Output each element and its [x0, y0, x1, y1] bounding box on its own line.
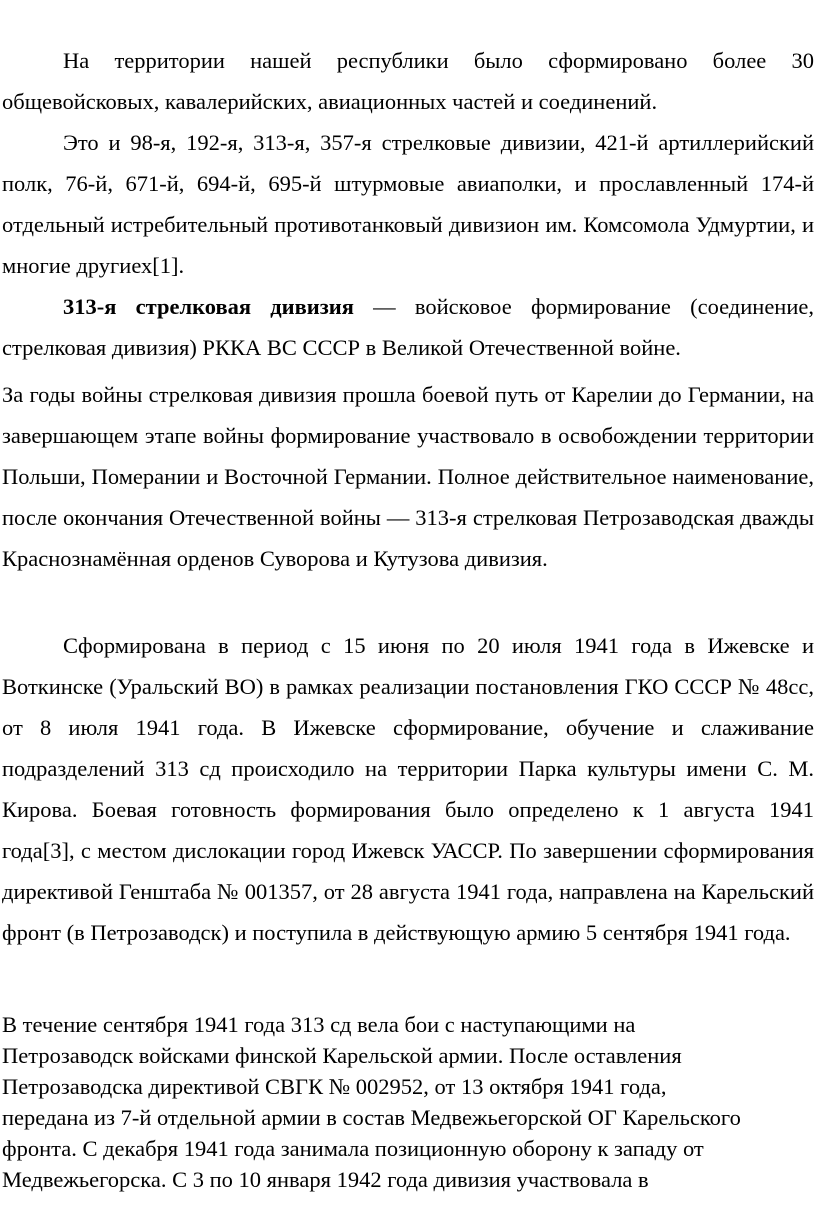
paragraph-units-list: Это и 98-я, 192-я, 313-я, 357-я стрелковые дивизии, 421-й артиллерийский полк, 76-й, 671-й, 694-й, 695-й штурмовые авиаполки, и прославленный 174-й отдельный истребительный противотанковый дивизион им. Комсомола Удмуртии, и многие другиех[1]. [2, 130, 814, 278]
paragraph-1941-battles-line-3: Петрозаводска директивой СВГК № 002952, от 13 октября 1941 года, [2, 1074, 667, 1099]
paragraph-1941-battles-line-6: Медвежьегорска. С 3 по 10 января 1942 года дивизия участвовала в [2, 1167, 649, 1192]
paragraph-formations-count: На территории нашей республики было сформировано более 30 общевойсковых, кавалерийских, авиационных частей и соединений. [2, 48, 814, 114]
paragraph-formation-history: Сформирована в период с 15 июня по 20 июля 1941 года в Ижевске и Воткинске (Уральский ВО) в рамках реализации постановления ГКО СССР № 48сс, от 8 июля 1941 года. В Ижевске сформирование, обучение и слаживание подразделений 313 сд происходило на территории Парка культуры имени С. М. Кирова. Боевая готовность формирования было определено к 1 августа 1941 года[3], с местом дислокации город Ижевск УАССР. По завершении сформирования директивой Генштаба № 001357, от 28 августа 1941 года, направлена на Карельский фронт (в Петрозаводск) и поступила в действующую армию 5 сентября 1941 года. [2, 633, 814, 945]
paragraph-1941-battles-line-5: фронта. С декабря 1941 года занимала позиционную оборону к западу от [2, 1136, 704, 1161]
paragraph-combat-path: За годы войны стрелковая дивизия прошла боевой путь от Карелии до Германии, на завершающем этапе войны формирование участвовало в освобождении территории Польши, Померании и Восточной Германии. Полное действительное наименование, после окончания Отечественной войны — 313-я стрелковая Петрозаводская дважды Краснознамённая орденов Суворова и Кутузова дивизия. [2, 382, 814, 571]
paragraph-division-definition [2, 286, 814, 368]
paragraph-1941-battles-line-2: Петрозаводск войсками финской Карельской армии. После оставления [2, 1043, 682, 1068]
division-name-bold: 313-я стрелковая дивизия [63, 294, 354, 319]
paragraph-1941-battles-line-4: передана из 7-й отдельной армии в состав Медвежьегорской ОГ Карельского [2, 1105, 741, 1130]
paragraph-1941-battles-line-1: В течение сентября 1941 года 313 сд вела бои с наступающими на [2, 1012, 636, 1037]
division-definition-text: — войсковое формирование (соединение, стрелковая дивизия) РККА ВС СССР в Великой Отечественной войне. [2, 294, 814, 360]
